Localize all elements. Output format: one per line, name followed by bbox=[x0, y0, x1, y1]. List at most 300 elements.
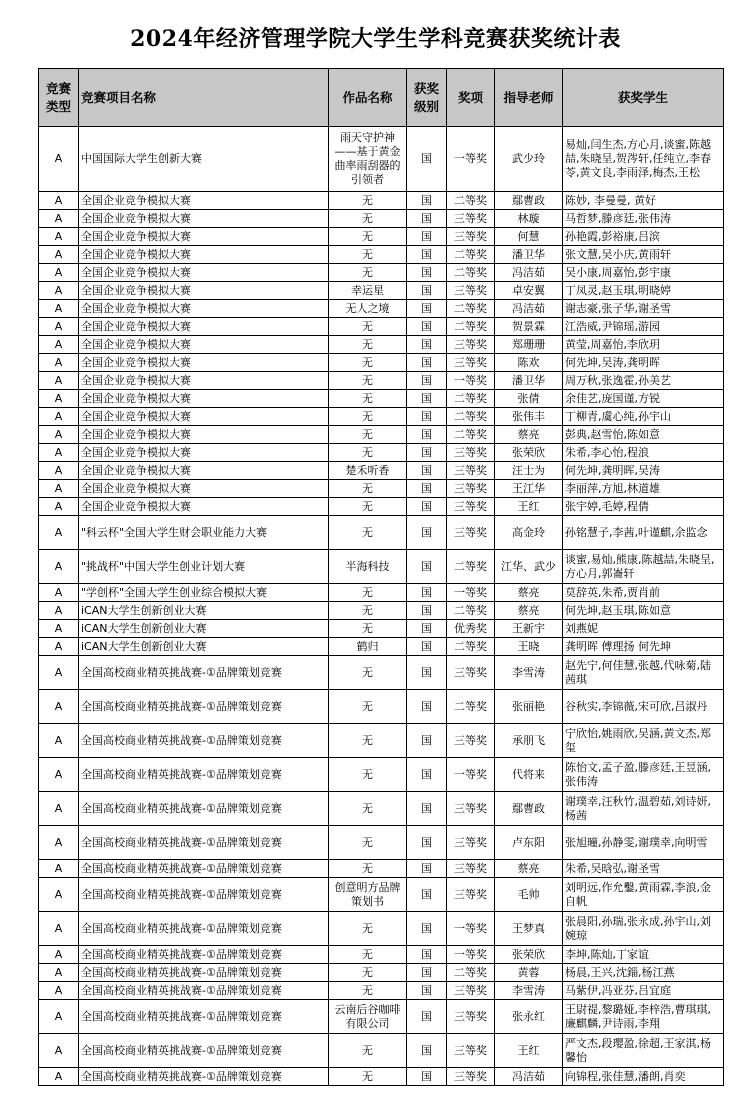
table-row bbox=[39, 860, 724, 878]
cell-competition: 全国高校商业精英挑战赛-①品牌策划竞赛 bbox=[79, 1068, 329, 1086]
table-row bbox=[39, 210, 724, 228]
cell-work: 无 bbox=[329, 1068, 407, 1086]
cell-work: 无 bbox=[329, 390, 407, 408]
table-row bbox=[39, 372, 724, 390]
cell-level: 国 bbox=[407, 724, 447, 758]
cell-prize: 三等奖 bbox=[447, 354, 495, 372]
table-row bbox=[39, 964, 724, 982]
cell-competition: 全国高校商业精英挑战赛-①品牌策划竞赛 bbox=[79, 946, 329, 964]
cell-prize: 三等奖 bbox=[447, 1000, 495, 1034]
cell-prize: 三等奖 bbox=[447, 480, 495, 498]
table-row bbox=[39, 516, 724, 550]
table-row bbox=[39, 584, 724, 602]
cell-type: A bbox=[39, 826, 79, 860]
cell-prize: 三等奖 bbox=[447, 282, 495, 300]
cell-level: 国 bbox=[407, 354, 447, 372]
cell-type: A bbox=[39, 372, 79, 390]
table-row bbox=[39, 408, 724, 426]
cell-level: 国 bbox=[407, 480, 447, 498]
cell-work: 无 bbox=[329, 584, 407, 602]
table-row bbox=[39, 300, 724, 318]
cell-type: A bbox=[39, 912, 79, 946]
cell-level: 国 bbox=[407, 758, 447, 792]
cell-competition: 全国企业竞争模拟大赛 bbox=[79, 300, 329, 318]
table-row bbox=[39, 826, 724, 860]
cell-teacher: 王江华 bbox=[495, 480, 563, 498]
cell-teacher: 王梦真 bbox=[495, 912, 563, 946]
cell-level: 国 bbox=[407, 946, 447, 964]
cell-type: A bbox=[39, 964, 79, 982]
cell-competition: 全国高校商业精英挑战赛-①品牌策划竞赛 bbox=[79, 656, 329, 690]
cell-prize: 二等奖 bbox=[447, 602, 495, 620]
cell-students: 孙铭慧子,李茜,叶谨麒,余监念 bbox=[563, 516, 724, 550]
cell-competition: 全国企业竞争模拟大赛 bbox=[79, 336, 329, 354]
table-row bbox=[39, 480, 724, 498]
cell-prize: 三等奖 bbox=[447, 210, 495, 228]
cell-prize: 三等奖 bbox=[447, 792, 495, 826]
cell-type: A bbox=[39, 354, 79, 372]
cell-prize: 一等奖 bbox=[447, 946, 495, 964]
table-row bbox=[39, 638, 724, 656]
cell-students: 丁凤灵,赵玉琪,明晓婷 bbox=[563, 282, 724, 300]
cell-students: 余佳艺,庞国谨,方锐 bbox=[563, 390, 724, 408]
cell-teacher: 王红 bbox=[495, 1034, 563, 1068]
cell-work: 云南后谷咖啡有限公司 bbox=[329, 1000, 407, 1034]
header-row bbox=[39, 69, 724, 127]
cell-level: 国 bbox=[407, 602, 447, 620]
cell-students: 朱希,李心怡,程浪 bbox=[563, 444, 724, 462]
cell-type: A bbox=[39, 390, 79, 408]
cell-work: 雨天守护神——基于黄金曲率雨刮器的引领者 bbox=[329, 127, 407, 192]
cell-teacher: 张荣欣 bbox=[495, 946, 563, 964]
cell-prize: 二等奖 bbox=[447, 192, 495, 210]
table-row bbox=[39, 912, 724, 946]
cell-competition: 全国高校商业精英挑战赛-①品牌策划竞赛 bbox=[79, 690, 329, 724]
cell-work: 无 bbox=[329, 336, 407, 354]
cell-prize: 三等奖 bbox=[447, 878, 495, 912]
cell-work: 无 bbox=[329, 1034, 407, 1068]
cell-work: 无 bbox=[329, 264, 407, 282]
cell-students: 谢志豪,张子华,谢圣雪 bbox=[563, 300, 724, 318]
cell-level: 国 bbox=[407, 390, 447, 408]
cell-teacher: 张伟丰 bbox=[495, 408, 563, 426]
cell-prize: 二等奖 bbox=[447, 408, 495, 426]
cell-level: 国 bbox=[407, 300, 447, 318]
page-title: 2024年经济管理学院大学生学科竞赛获奖统计表 bbox=[130, 26, 621, 52]
cell-prize: 三等奖 bbox=[447, 336, 495, 354]
cell-work: 无 bbox=[329, 964, 407, 982]
table-row bbox=[39, 318, 724, 336]
cell-students: 王尉禔,黎璐娅,李梓浩,曹琪琪,廉麒麟,尹诗雨,李翔 bbox=[563, 1000, 724, 1034]
cell-work: 无 bbox=[329, 826, 407, 860]
table-row bbox=[39, 264, 724, 282]
cell-teacher: 黄蓉 bbox=[495, 964, 563, 982]
cell-work: 无 bbox=[329, 860, 407, 878]
cell-work: 无 bbox=[329, 656, 407, 690]
cell-students: 李坤,陈灿,丁家谊 bbox=[563, 946, 724, 964]
cell-type: A bbox=[39, 946, 79, 964]
cell-type: A bbox=[39, 498, 79, 516]
cell-work: 无 bbox=[329, 516, 407, 550]
cell-level: 国 bbox=[407, 1000, 447, 1034]
cell-competition: 全国企业竞争模拟大赛 bbox=[79, 264, 329, 282]
table-row bbox=[39, 444, 724, 462]
cell-competition: iCAN大学生创新创业大赛 bbox=[79, 638, 329, 656]
table-row bbox=[39, 602, 724, 620]
cell-students: 黄莹,周嘉怡,李欣玥 bbox=[563, 336, 724, 354]
cell-students: 何先坤,赵玉琪,陈如意 bbox=[563, 602, 724, 620]
cell-work: 无 bbox=[329, 792, 407, 826]
cell-students: 陈妙, 李曼曼, 黄好 bbox=[563, 192, 724, 210]
cell-students: 张文慧,吴小庆,黄雨轩 bbox=[563, 246, 724, 264]
cell-level: 国 bbox=[407, 912, 447, 946]
cell-competition: 全国高校商业精英挑战赛-①品牌策划竞赛 bbox=[79, 826, 329, 860]
cell-students: 丁柳青,虞心纯,孙宇山 bbox=[563, 408, 724, 426]
cell-students: 谢璞幸,汪秋竹,温碧茹,刘诗妍,杨茜 bbox=[563, 792, 724, 826]
cell-level: 国 bbox=[407, 982, 447, 1000]
cell-competition: 全国企业竞争模拟大赛 bbox=[79, 498, 329, 516]
table-row bbox=[39, 1068, 724, 1086]
cell-students: 江浩威,尹锦瑶,游园 bbox=[563, 318, 724, 336]
cell-prize: 二等奖 bbox=[447, 964, 495, 982]
cell-teacher: 潘卫华 bbox=[495, 372, 563, 390]
cell-competition: 全国企业竞争模拟大赛 bbox=[79, 462, 329, 480]
cell-prize: 二等奖 bbox=[447, 246, 495, 264]
cell-students: 张旭曈,孙静雯,谢璞幸,向明雪 bbox=[563, 826, 724, 860]
cell-teacher: 李雪涛 bbox=[495, 656, 563, 690]
cell-level: 国 bbox=[407, 826, 447, 860]
cell-level: 国 bbox=[407, 584, 447, 602]
cell-work: 无 bbox=[329, 354, 407, 372]
cell-students: 杨晨,王兴,沈錙,杨江燕 bbox=[563, 964, 724, 982]
table-row bbox=[39, 462, 724, 480]
cell-work: 无 bbox=[329, 982, 407, 1000]
cell-competition: 全国企业竞争模拟大赛 bbox=[79, 246, 329, 264]
cell-work: 无 bbox=[329, 946, 407, 964]
cell-prize: 三等奖 bbox=[447, 444, 495, 462]
cell-teacher: 潘卫华 bbox=[495, 246, 563, 264]
cell-prize: 一等奖 bbox=[447, 372, 495, 390]
cell-prize: 三等奖 bbox=[447, 724, 495, 758]
cell-level: 国 bbox=[407, 550, 447, 584]
table-row bbox=[39, 426, 724, 444]
cell-type: A bbox=[39, 444, 79, 462]
cell-level: 国 bbox=[407, 878, 447, 912]
cell-work: 半海科技 bbox=[329, 550, 407, 584]
cell-competition: 全国高校商业精英挑战赛-①品牌策划竞赛 bbox=[79, 758, 329, 792]
cell-type: A bbox=[39, 982, 79, 1000]
cell-level: 国 bbox=[407, 246, 447, 264]
cell-students: 易灿,闫生杰,方心月,谈蜜,陈越喆,朱晓呈,贺涔轩,任纯立,李春苓,黄文良,李雨泽,梅杰,王松 bbox=[563, 127, 724, 192]
cell-work: 无 bbox=[329, 480, 407, 498]
cell-work: 无 bbox=[329, 690, 407, 724]
table-row bbox=[39, 620, 724, 638]
cell-students: 赵先宁,何佳慧,张越,代咏菊,陆茜琪 bbox=[563, 656, 724, 690]
cell-competition: 全国企业竞争模拟大赛 bbox=[79, 318, 329, 336]
table-row bbox=[39, 228, 724, 246]
cell-teacher: 贺景霖 bbox=[495, 318, 563, 336]
cell-teacher: 武少玲 bbox=[495, 127, 563, 192]
cell-type: A bbox=[39, 300, 79, 318]
header-type: 竞赛类型 bbox=[39, 69, 79, 127]
cell-competition: 全国企业竞争模拟大赛 bbox=[79, 282, 329, 300]
cell-type: A bbox=[39, 462, 79, 480]
header-competition: 竞赛项目名称 bbox=[79, 69, 329, 127]
cell-competition: iCAN大学生创新创业大赛 bbox=[79, 602, 329, 620]
cell-students: 马哲梦,滕彦廷,张伟涛 bbox=[563, 210, 724, 228]
cell-level: 国 bbox=[407, 336, 447, 354]
cell-teacher: 冯洁茹 bbox=[495, 264, 563, 282]
cell-prize: 一等奖 bbox=[447, 127, 495, 192]
cell-level: 国 bbox=[407, 408, 447, 426]
cell-students: 张晨阳,孙瑞,张永成,孙宇山,刘婉琼 bbox=[563, 912, 724, 946]
table-row bbox=[39, 878, 724, 912]
cell-prize: 三等奖 bbox=[447, 228, 495, 246]
cell-level: 国 bbox=[407, 210, 447, 228]
cell-prize: 二等奖 bbox=[447, 318, 495, 336]
table-row bbox=[39, 192, 724, 210]
cell-teacher: 卢东阳 bbox=[495, 826, 563, 860]
cell-level: 国 bbox=[407, 372, 447, 390]
cell-prize: 二等奖 bbox=[447, 390, 495, 408]
cell-teacher: 蔡亮 bbox=[495, 860, 563, 878]
cell-students: 朱希,吴晗弘,谢圣雪 bbox=[563, 860, 724, 878]
cell-competition: 全国企业竞争模拟大赛 bbox=[79, 480, 329, 498]
cell-level: 国 bbox=[407, 656, 447, 690]
table-row bbox=[39, 982, 724, 1000]
cell-prize: 三等奖 bbox=[447, 462, 495, 480]
cell-students: 周万秋,张逸霍,孙美艺 bbox=[563, 372, 724, 390]
cell-level: 国 bbox=[407, 638, 447, 656]
cell-students: 张宇婷,毛婷,程倩 bbox=[563, 498, 724, 516]
cell-prize: 二等奖 bbox=[447, 426, 495, 444]
cell-competition: 全国高校商业精英挑战赛-①品牌策划竞赛 bbox=[79, 792, 329, 826]
cell-level: 国 bbox=[407, 792, 447, 826]
cell-students: 严文杰,段璎盈,徐超,王家淇,杨馨怡 bbox=[563, 1034, 724, 1068]
cell-type: A bbox=[39, 426, 79, 444]
cell-teacher: 张倩 bbox=[495, 390, 563, 408]
cell-type: A bbox=[39, 690, 79, 724]
table-row bbox=[39, 1034, 724, 1068]
cell-type: A bbox=[39, 318, 79, 336]
cell-teacher: 蔡亮 bbox=[495, 584, 563, 602]
cell-prize: 优秀奖 bbox=[447, 620, 495, 638]
cell-teacher: 李雪涛 bbox=[495, 982, 563, 1000]
cell-work: 无 bbox=[329, 228, 407, 246]
cell-competition: 全国高校商业精英挑战赛-①品牌策划竞赛 bbox=[79, 1000, 329, 1034]
cell-work: 无 bbox=[329, 620, 407, 638]
cell-level: 国 bbox=[407, 516, 447, 550]
cell-work: 楚禾听香 bbox=[329, 462, 407, 480]
cell-competition: iCAN大学生创新创业大赛 bbox=[79, 620, 329, 638]
cell-students: 莫辞英,朱希,贾肖前 bbox=[563, 584, 724, 602]
cell-type: A bbox=[39, 210, 79, 228]
cell-teacher: 高金玲 bbox=[495, 516, 563, 550]
cell-prize: 三等奖 bbox=[447, 1068, 495, 1086]
cell-level: 国 bbox=[407, 318, 447, 336]
cell-competition: 全国企业竞争模拟大赛 bbox=[79, 210, 329, 228]
cell-competition: 全国企业竞争模拟大赛 bbox=[79, 228, 329, 246]
cell-work: 幸运星 bbox=[329, 282, 407, 300]
cell-level: 国 bbox=[407, 860, 447, 878]
cell-teacher: 卓安翼 bbox=[495, 282, 563, 300]
cell-type: A bbox=[39, 550, 79, 584]
cell-teacher: 鄢曹政 bbox=[495, 792, 563, 826]
cell-prize: 三等奖 bbox=[447, 826, 495, 860]
cell-teacher: 张永红 bbox=[495, 1000, 563, 1034]
cell-teacher: 王新宇 bbox=[495, 620, 563, 638]
cell-prize: 一等奖 bbox=[447, 584, 495, 602]
cell-level: 国 bbox=[407, 498, 447, 516]
cell-type: A bbox=[39, 516, 79, 550]
cell-level: 国 bbox=[407, 444, 447, 462]
cell-type: A bbox=[39, 264, 79, 282]
cell-work: 无 bbox=[329, 498, 407, 516]
cell-teacher: 毛帅 bbox=[495, 878, 563, 912]
cell-teacher: 汪士为 bbox=[495, 462, 563, 480]
cell-students: 孙艳霞,彭裕康,吕滨 bbox=[563, 228, 724, 246]
cell-competition: 全国高校商业精英挑战赛-①品牌策划竞赛 bbox=[79, 982, 329, 1000]
cell-teacher: 张丽艳 bbox=[495, 690, 563, 724]
cell-teacher: 陈欢 bbox=[495, 354, 563, 372]
cell-type: A bbox=[39, 1000, 79, 1034]
cell-teacher: 蔡亮 bbox=[495, 426, 563, 444]
cell-type: A bbox=[39, 724, 79, 758]
table-row bbox=[39, 946, 724, 964]
awards-table bbox=[38, 68, 724, 1086]
cell-students: 龚明晖 傅理扬 何先坤 bbox=[563, 638, 724, 656]
cell-prize: 三等奖 bbox=[447, 656, 495, 690]
cell-prize: 三等奖 bbox=[447, 982, 495, 1000]
cell-students: 刘明远,作允鑿,黄雨霖,李浪,金自帆 bbox=[563, 878, 724, 912]
cell-prize: 二等奖 bbox=[447, 638, 495, 656]
cell-type: A bbox=[39, 336, 79, 354]
cell-work: 无 bbox=[329, 408, 407, 426]
cell-type: A bbox=[39, 584, 79, 602]
cell-type: A bbox=[39, 792, 79, 826]
cell-work: 无 bbox=[329, 210, 407, 228]
cell-teacher: 冯洁茹 bbox=[495, 300, 563, 318]
cell-level: 国 bbox=[407, 690, 447, 724]
table-row bbox=[39, 336, 724, 354]
cell-type: A bbox=[39, 758, 79, 792]
table-row bbox=[39, 792, 724, 826]
table-row bbox=[39, 390, 724, 408]
cell-students: 谷秋实,李锦薇,宋可欣,吕淑丹 bbox=[563, 690, 724, 724]
cell-students: 陈怡文,孟子盈,滕彦廷,王昱涵,张伟涛 bbox=[563, 758, 724, 792]
cell-teacher: 鄢曹政 bbox=[495, 192, 563, 210]
cell-work: 无人之境 bbox=[329, 300, 407, 318]
table-row bbox=[39, 1000, 724, 1034]
table-body bbox=[39, 127, 724, 1086]
cell-prize: 三等奖 bbox=[447, 498, 495, 516]
cell-competition: 全国企业竞争模拟大赛 bbox=[79, 192, 329, 210]
cell-level: 国 bbox=[407, 228, 447, 246]
cell-type: A bbox=[39, 656, 79, 690]
cell-type: A bbox=[39, 860, 79, 878]
cell-students: 向锦程,张佳慧,潘朗,肖奕 bbox=[563, 1068, 724, 1086]
cell-level: 国 bbox=[407, 964, 447, 982]
cell-competition: 全国企业竞争模拟大赛 bbox=[79, 408, 329, 426]
cell-level: 国 bbox=[407, 192, 447, 210]
cell-students: 马紫伊,冯亚芬,吕宜庭 bbox=[563, 982, 724, 1000]
cell-competition: 全国企业竞争模拟大赛 bbox=[79, 390, 329, 408]
cell-prize: 二等奖 bbox=[447, 300, 495, 318]
cell-level: 国 bbox=[407, 1068, 447, 1086]
cell-work: 无 bbox=[329, 318, 407, 336]
cell-work: 无 bbox=[329, 444, 407, 462]
cell-teacher: 林璇 bbox=[495, 210, 563, 228]
cell-work: 无 bbox=[329, 192, 407, 210]
table-row bbox=[39, 354, 724, 372]
cell-teacher: 张荣欣 bbox=[495, 444, 563, 462]
cell-type: A bbox=[39, 408, 79, 426]
cell-type: A bbox=[39, 192, 79, 210]
table-header bbox=[39, 69, 724, 127]
cell-type: A bbox=[39, 638, 79, 656]
table-row bbox=[39, 690, 724, 724]
cell-prize: 一等奖 bbox=[447, 758, 495, 792]
cell-teacher: 王晓 bbox=[495, 638, 563, 656]
cell-competition: "学创杯"全国大学生创业综合模拟大赛 bbox=[79, 584, 329, 602]
cell-prize: 三等奖 bbox=[447, 516, 495, 550]
cell-students: 谈蜜,易灿,熊康,陈越喆,朱晓呈,方心月,郭崙轩 bbox=[563, 550, 724, 584]
table-row bbox=[39, 282, 724, 300]
cell-competition: 中国国际大学生创新大赛 bbox=[79, 127, 329, 192]
header-teacher: 指导老师 bbox=[495, 69, 563, 127]
cell-teacher: 何慧 bbox=[495, 228, 563, 246]
cell-prize: 三等奖 bbox=[447, 860, 495, 878]
cell-teacher: 蔡亮 bbox=[495, 602, 563, 620]
cell-type: A bbox=[39, 228, 79, 246]
cell-teacher: 承朋飞 bbox=[495, 724, 563, 758]
cell-prize: 二等奖 bbox=[447, 690, 495, 724]
cell-type: A bbox=[39, 602, 79, 620]
cell-level: 国 bbox=[407, 282, 447, 300]
cell-level: 国 bbox=[407, 1034, 447, 1068]
table-row bbox=[39, 246, 724, 264]
cell-competition: 全国高校商业精英挑战赛-①品牌策划竞赛 bbox=[79, 964, 329, 982]
cell-competition: "挑战杯"中国大学生创业计划大赛 bbox=[79, 550, 329, 584]
cell-students: 彭典,赵雪怡,陈如意 bbox=[563, 426, 724, 444]
cell-work: 无 bbox=[329, 602, 407, 620]
header-level: 获奖级别 bbox=[407, 69, 447, 127]
cell-type: A bbox=[39, 480, 79, 498]
cell-competition: 全国企业竞争模拟大赛 bbox=[79, 372, 329, 390]
cell-prize: 二等奖 bbox=[447, 550, 495, 584]
cell-students: 宁欣怡,姚雨欣,吴涵,黄文杰,郑玺 bbox=[563, 724, 724, 758]
cell-teacher: 郑珊珊 bbox=[495, 336, 563, 354]
table-row bbox=[39, 498, 724, 516]
cell-students: 李丽萍,方旭,林道雄 bbox=[563, 480, 724, 498]
cell-prize: 三等奖 bbox=[447, 1034, 495, 1068]
cell-work: 无 bbox=[329, 426, 407, 444]
header-students: 获奖学生 bbox=[563, 69, 724, 127]
cell-level: 国 bbox=[407, 127, 447, 192]
table-row bbox=[39, 758, 724, 792]
cell-level: 国 bbox=[407, 264, 447, 282]
cell-type: A bbox=[39, 1034, 79, 1068]
cell-competition: 全国企业竞争模拟大赛 bbox=[79, 354, 329, 372]
cell-work: 创意明方品牌策划书 bbox=[329, 878, 407, 912]
table-row bbox=[39, 550, 724, 584]
cell-teacher: 王红 bbox=[495, 498, 563, 516]
cell-teacher: 江华、武少 bbox=[495, 550, 563, 584]
cell-work: 无 bbox=[329, 758, 407, 792]
cell-students: 刘燕妮 bbox=[563, 620, 724, 638]
cell-type: A bbox=[39, 282, 79, 300]
cell-students: 何先坤,龚明晖,吴涛 bbox=[563, 462, 724, 480]
